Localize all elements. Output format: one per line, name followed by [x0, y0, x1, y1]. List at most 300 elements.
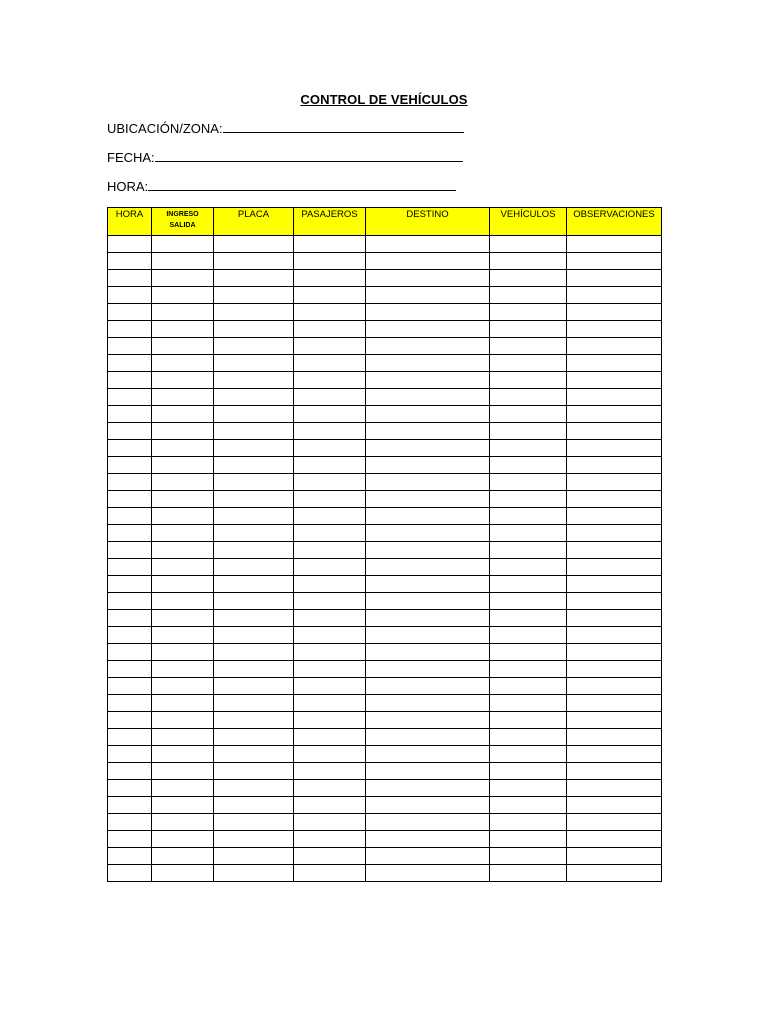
- cell-pasajeros: [294, 287, 366, 304]
- cell-placa: [214, 695, 294, 712]
- cell-observaciones: [567, 542, 662, 559]
- cell-ingreso-salida: [152, 797, 214, 814]
- table-row: [108, 491, 662, 508]
- table-row: [108, 678, 662, 695]
- page-title: CONTROL DE VEHÍCULOS: [300, 92, 468, 107]
- cell-pasajeros: [294, 593, 366, 610]
- cell-placa: [214, 729, 294, 746]
- cell-placa: [214, 678, 294, 695]
- cell-ingreso-salida: [152, 321, 214, 338]
- cell-vehiculos: [490, 457, 567, 474]
- cell-placa: [214, 338, 294, 355]
- cell-ingreso-salida: [152, 508, 214, 525]
- cell-placa: [214, 848, 294, 865]
- cell-placa: [214, 763, 294, 780]
- cell-ingreso-salida: [152, 695, 214, 712]
- cell-ingreso-salida: [152, 661, 214, 678]
- cell-destino: [366, 474, 490, 491]
- table-row: [108, 440, 662, 457]
- cell-ingreso-salida: [152, 236, 214, 253]
- cell-vehiculos: [490, 763, 567, 780]
- cell-destino: [366, 338, 490, 355]
- cell-hora: [108, 746, 152, 763]
- cell-observaciones: [567, 508, 662, 525]
- cell-observaciones: [567, 678, 662, 695]
- cell-pasajeros: [294, 797, 366, 814]
- cell-ingreso-salida: [152, 440, 214, 457]
- cell-observaciones: [567, 440, 662, 457]
- cell-observaciones: [567, 321, 662, 338]
- cell-placa: [214, 474, 294, 491]
- table-row: [108, 508, 662, 525]
- cell-placa: [214, 355, 294, 372]
- column-header-ingreso-salida: [152, 208, 214, 236]
- cell-pasajeros: [294, 814, 366, 831]
- cell-hora: [108, 457, 152, 474]
- cell-vehiculos: [490, 797, 567, 814]
- cell-ingreso-salida: [152, 423, 214, 440]
- cell-vehiculos: [490, 304, 567, 321]
- cell-destino: [366, 372, 490, 389]
- cell-ingreso-salida: [152, 287, 214, 304]
- cell-observaciones: [567, 644, 662, 661]
- table-row: [108, 644, 662, 661]
- cell-pasajeros: [294, 712, 366, 729]
- table-row: [108, 695, 662, 712]
- cell-pasajeros: [294, 304, 366, 321]
- cell-placa: [214, 508, 294, 525]
- cell-hora: [108, 406, 152, 423]
- cell-hora: [108, 797, 152, 814]
- cell-placa: [214, 780, 294, 797]
- cell-placa: [214, 661, 294, 678]
- cell-observaciones: [567, 559, 662, 576]
- cell-destino: [366, 542, 490, 559]
- table-row: [108, 814, 662, 831]
- fecha-blank-line: [155, 150, 463, 162]
- cell-destino: [366, 814, 490, 831]
- table-row: [108, 729, 662, 746]
- table-row: [108, 627, 662, 644]
- cell-hora: [108, 559, 152, 576]
- cell-vehiculos: [490, 576, 567, 593]
- cell-pasajeros: [294, 848, 366, 865]
- cell-pasajeros: [294, 780, 366, 797]
- cell-vehiculos: [490, 508, 567, 525]
- hora-label: HORA:: [107, 179, 149, 194]
- table-body: [108, 236, 662, 882]
- cell-placa: [214, 236, 294, 253]
- cell-destino: [366, 610, 490, 627]
- cell-pasajeros: [294, 389, 366, 406]
- cell-hora: [108, 236, 152, 253]
- table-row: [108, 236, 662, 253]
- cell-destino: [366, 491, 490, 508]
- table-row: [108, 389, 662, 406]
- cell-pasajeros: [294, 525, 366, 542]
- cell-ingreso-salida: [152, 253, 214, 270]
- cell-pasajeros: [294, 474, 366, 491]
- cell-destino: [366, 712, 490, 729]
- cell-observaciones: [567, 729, 662, 746]
- cell-hora: [108, 695, 152, 712]
- ubicacion-label: UBICACIÓN/ZONA:: [107, 121, 223, 136]
- cell-placa: [214, 797, 294, 814]
- table-row: [108, 525, 662, 542]
- cell-pasajeros: [294, 270, 366, 287]
- cell-destino: [366, 406, 490, 423]
- cell-hora: [108, 440, 152, 457]
- cell-vehiculos: [490, 610, 567, 627]
- table-row: [108, 780, 662, 797]
- cell-destino: [366, 661, 490, 678]
- cell-hora: [108, 712, 152, 729]
- cell-ingreso-salida: [152, 389, 214, 406]
- cell-vehiculos: [490, 236, 567, 253]
- cell-vehiculos: [490, 270, 567, 287]
- cell-ingreso-salida: [152, 848, 214, 865]
- cell-observaciones: [567, 576, 662, 593]
- cell-ingreso-salida: [152, 474, 214, 491]
- cell-pasajeros: [294, 627, 366, 644]
- table-row: [108, 474, 662, 491]
- cell-placa: [214, 525, 294, 542]
- cell-observaciones: [567, 763, 662, 780]
- cell-ingreso-salida: [152, 559, 214, 576]
- table-row: [108, 848, 662, 865]
- cell-hora: [108, 610, 152, 627]
- cell-placa: [214, 542, 294, 559]
- cell-placa: [214, 287, 294, 304]
- column-header-placa: PLACA: [214, 208, 294, 236]
- cell-vehiculos: [490, 593, 567, 610]
- cell-destino: [366, 831, 490, 848]
- cell-vehiculos: [490, 661, 567, 678]
- cell-destino: [366, 593, 490, 610]
- cell-ingreso-salida: [152, 814, 214, 831]
- cell-vehiculos: [490, 287, 567, 304]
- cell-destino: [366, 678, 490, 695]
- cell-placa: [214, 610, 294, 627]
- cell-placa: [214, 304, 294, 321]
- cell-observaciones: [567, 746, 662, 763]
- table-row: [108, 576, 662, 593]
- table-row: [108, 763, 662, 780]
- cell-destino: [366, 355, 490, 372]
- cell-vehiculos: [490, 253, 567, 270]
- cell-ingreso-salida: [152, 712, 214, 729]
- cell-observaciones: [567, 525, 662, 542]
- cell-pasajeros: [294, 372, 366, 389]
- cell-ingreso-salida: [152, 491, 214, 508]
- cell-hora: [108, 644, 152, 661]
- cell-hora: [108, 372, 152, 389]
- cell-pasajeros: [294, 406, 366, 423]
- table-row: [108, 372, 662, 389]
- cell-pasajeros: [294, 610, 366, 627]
- fecha-label: FECHA:: [107, 150, 155, 165]
- cell-destino: [366, 270, 490, 287]
- cell-ingreso-salida: [152, 338, 214, 355]
- cell-observaciones: [567, 848, 662, 865]
- cell-placa: [214, 865, 294, 882]
- cell-vehiculos: [490, 729, 567, 746]
- cell-hora: [108, 848, 152, 865]
- cell-pasajeros: [294, 729, 366, 746]
- cell-observaciones: [567, 253, 662, 270]
- table-row: [108, 355, 662, 372]
- cell-vehiculos: [490, 338, 567, 355]
- cell-hora: [108, 814, 152, 831]
- cell-placa: [214, 372, 294, 389]
- table-row: [108, 423, 662, 440]
- cell-vehiculos: [490, 372, 567, 389]
- cell-destino: [366, 389, 490, 406]
- cell-placa: [214, 746, 294, 763]
- cell-observaciones: [567, 831, 662, 848]
- column-header-observaciones: OBSERVACIONES: [567, 208, 662, 236]
- cell-placa: [214, 389, 294, 406]
- cell-vehiculos: [490, 542, 567, 559]
- cell-hora: [108, 678, 152, 695]
- cell-pasajeros: [294, 457, 366, 474]
- hora-field: [107, 179, 456, 194]
- cell-destino: [366, 525, 490, 542]
- cell-hora: [108, 270, 152, 287]
- cell-observaciones: [567, 372, 662, 389]
- cell-observaciones: [567, 491, 662, 508]
- table-row: [108, 831, 662, 848]
- cell-ingreso-salida: [152, 304, 214, 321]
- cell-hora: [108, 508, 152, 525]
- table-row: [108, 865, 662, 882]
- cell-observaciones: [567, 814, 662, 831]
- cell-placa: [214, 491, 294, 508]
- cell-destino: [366, 559, 490, 576]
- cell-destino: [366, 423, 490, 440]
- cell-vehiculos: [490, 780, 567, 797]
- cell-hora: [108, 304, 152, 321]
- cell-ingreso-salida: [152, 576, 214, 593]
- cell-ingreso-salida: [152, 610, 214, 627]
- cell-observaciones: [567, 338, 662, 355]
- cell-pasajeros: [294, 559, 366, 576]
- cell-pasajeros: [294, 831, 366, 848]
- cell-ingreso-salida: [152, 457, 214, 474]
- cell-pasajeros: [294, 865, 366, 882]
- cell-ingreso-salida: [152, 746, 214, 763]
- vehicle-log-table: [107, 207, 662, 882]
- cell-placa: [214, 270, 294, 287]
- cell-pasajeros: [294, 678, 366, 695]
- table-row: [108, 457, 662, 474]
- cell-observaciones: [567, 236, 662, 253]
- cell-observaciones: [567, 304, 662, 321]
- cell-destino: [366, 253, 490, 270]
- cell-vehiculos: [490, 355, 567, 372]
- cell-hora: [108, 576, 152, 593]
- cell-pasajeros: [294, 576, 366, 593]
- cell-hora: [108, 729, 152, 746]
- cell-destino: [366, 797, 490, 814]
- cell-observaciones: [567, 287, 662, 304]
- cell-hora: [108, 338, 152, 355]
- cell-vehiculos: [490, 474, 567, 491]
- cell-pasajeros: [294, 542, 366, 559]
- cell-vehiculos: [490, 525, 567, 542]
- hora-blank-line: [148, 179, 456, 191]
- fecha-field: [107, 150, 463, 165]
- cell-destino: [366, 644, 490, 661]
- table-row: [108, 304, 662, 321]
- cell-ingreso-salida: [152, 372, 214, 389]
- cell-observaciones: [567, 406, 662, 423]
- cell-observaciones: [567, 780, 662, 797]
- cell-observaciones: [567, 627, 662, 644]
- table-row: [108, 270, 662, 287]
- cell-placa: [214, 712, 294, 729]
- cell-hora: [108, 593, 152, 610]
- cell-placa: [214, 440, 294, 457]
- cell-observaciones: [567, 712, 662, 729]
- cell-pasajeros: [294, 253, 366, 270]
- cell-hora: [108, 389, 152, 406]
- cell-hora: [108, 763, 152, 780]
- cell-vehiculos: [490, 865, 567, 882]
- cell-ingreso-salida: [152, 763, 214, 780]
- cell-ingreso-salida: [152, 780, 214, 797]
- cell-destino: [366, 627, 490, 644]
- cell-vehiculos: [490, 831, 567, 848]
- cell-placa: [214, 814, 294, 831]
- column-header-ingreso-salida-label: INGRESO SALIDA: [166, 211, 199, 229]
- cell-destino: [366, 304, 490, 321]
- cell-placa: [214, 423, 294, 440]
- cell-hora: [108, 865, 152, 882]
- cell-vehiculos: [490, 627, 567, 644]
- cell-pasajeros: [294, 236, 366, 253]
- cell-observaciones: [567, 610, 662, 627]
- cell-ingreso-salida: [152, 644, 214, 661]
- cell-placa: [214, 831, 294, 848]
- cell-destino: [366, 746, 490, 763]
- cell-pasajeros: [294, 746, 366, 763]
- column-header-pasajeros: PASAJEROS: [294, 208, 366, 236]
- cell-ingreso-salida: [152, 831, 214, 848]
- cell-observaciones: [567, 355, 662, 372]
- cell-ingreso-salida: [152, 865, 214, 882]
- cell-observaciones: [567, 423, 662, 440]
- cell-placa: [214, 576, 294, 593]
- cell-destino: [366, 780, 490, 797]
- cell-vehiculos: [490, 848, 567, 865]
- cell-pasajeros: [294, 508, 366, 525]
- cell-hora: [108, 831, 152, 848]
- cell-destino: [366, 695, 490, 712]
- cell-placa: [214, 406, 294, 423]
- cell-observaciones: [567, 695, 662, 712]
- cell-destino: [366, 729, 490, 746]
- cell-destino: [366, 576, 490, 593]
- cell-ingreso-salida: [152, 678, 214, 695]
- table-row: [108, 746, 662, 763]
- table-row: [108, 253, 662, 270]
- cell-pasajeros: [294, 661, 366, 678]
- cell-ingreso-salida: [152, 270, 214, 287]
- cell-pasajeros: [294, 355, 366, 372]
- cell-pasajeros: [294, 491, 366, 508]
- cell-hora: [108, 627, 152, 644]
- cell-ingreso-salida: [152, 355, 214, 372]
- cell-observaciones: [567, 593, 662, 610]
- table-row: [108, 610, 662, 627]
- table-row: [108, 338, 662, 355]
- cell-hora: [108, 525, 152, 542]
- table-row: [108, 559, 662, 576]
- cell-placa: [214, 559, 294, 576]
- column-header-vehiculos: VEHÍCULOS: [490, 208, 567, 236]
- table-row: [108, 542, 662, 559]
- cell-pasajeros: [294, 338, 366, 355]
- ubicacion-field: [107, 121, 464, 136]
- cell-placa: [214, 253, 294, 270]
- cell-vehiculos: [490, 559, 567, 576]
- cell-observaciones: [567, 661, 662, 678]
- cell-ingreso-salida: [152, 627, 214, 644]
- cell-hora: [108, 661, 152, 678]
- cell-destino: [366, 457, 490, 474]
- cell-vehiculos: [490, 678, 567, 695]
- cell-destino: [366, 848, 490, 865]
- cell-vehiculos: [490, 712, 567, 729]
- cell-placa: [214, 457, 294, 474]
- cell-ingreso-salida: [152, 406, 214, 423]
- cell-ingreso-salida: [152, 593, 214, 610]
- cell-vehiculos: [490, 814, 567, 831]
- table-header-row: [108, 208, 662, 236]
- cell-vehiculos: [490, 389, 567, 406]
- cell-ingreso-salida: [152, 729, 214, 746]
- table-row: [108, 406, 662, 423]
- cell-pasajeros: [294, 440, 366, 457]
- cell-vehiculos: [490, 695, 567, 712]
- cell-pasajeros: [294, 321, 366, 338]
- cell-placa: [214, 627, 294, 644]
- cell-vehiculos: [490, 423, 567, 440]
- cell-hora: [108, 253, 152, 270]
- cell-destino: [366, 321, 490, 338]
- column-header-hora: HORA: [108, 208, 152, 236]
- cell-destino: [366, 865, 490, 882]
- cell-ingreso-salida: [152, 542, 214, 559]
- cell-hora: [108, 491, 152, 508]
- ubicacion-blank-line: [223, 121, 464, 133]
- cell-vehiculos: [490, 321, 567, 338]
- cell-vehiculos: [490, 440, 567, 457]
- cell-vehiculos: [490, 491, 567, 508]
- cell-observaciones: [567, 457, 662, 474]
- cell-hora: [108, 287, 152, 304]
- cell-destino: [366, 236, 490, 253]
- cell-observaciones: [567, 865, 662, 882]
- cell-pasajeros: [294, 763, 366, 780]
- cell-hora: [108, 423, 152, 440]
- cell-hora: [108, 474, 152, 491]
- cell-observaciones: [567, 797, 662, 814]
- cell-vehiculos: [490, 746, 567, 763]
- cell-pasajeros: [294, 644, 366, 661]
- column-header-destino: DESTINO: [366, 208, 490, 236]
